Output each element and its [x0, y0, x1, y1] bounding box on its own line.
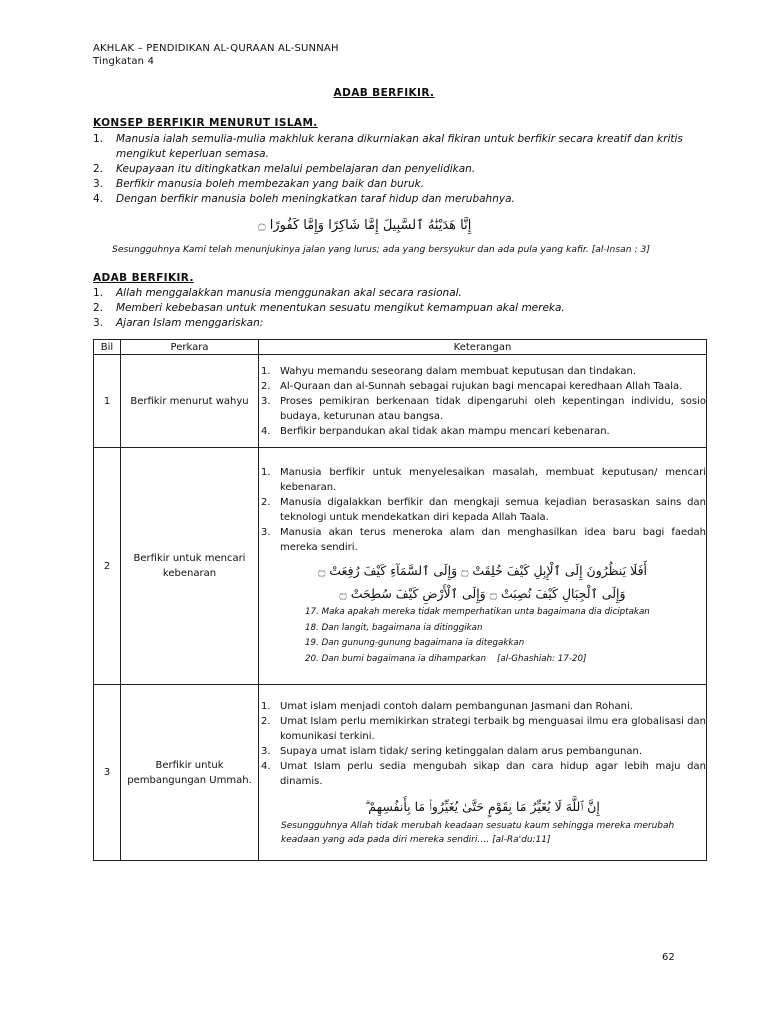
adab-table — [93, 339, 707, 861]
item-text: Ajaran Islam menggariskan: — [116, 317, 264, 329]
item-number: 3. — [261, 395, 271, 407]
item-number: 1. — [261, 365, 271, 377]
list-item — [93, 192, 703, 207]
adab-list — [93, 286, 703, 331]
item-text: Allah menggalakkan manusia menggunakan akal secara rasional. — [116, 287, 462, 299]
item-text: Supaya umat islam tidak/ sering ketinggalan dalam arus pembangunan. — [280, 745, 642, 757]
table-row — [94, 685, 707, 861]
quran-verse-line: وَإِلَى ٱلْجِبَالِ كَيْفَ نُصِبَتْ ۝ وَإِلَى ٱلْأَرْضِ كَيْفَ سُطِحَتْ ۝ — [339, 586, 626, 601]
list-item — [259, 364, 706, 379]
item-number: 3. — [93, 178, 104, 190]
page-header — [93, 42, 339, 68]
list-item — [93, 177, 703, 192]
description-list — [259, 699, 706, 789]
adab-heading: ADAB BERFIKIR. — [93, 272, 194, 284]
translation-line: 18. Dan langit, bagaimana ia ditinggikan — [305, 622, 483, 633]
list-item — [259, 744, 706, 759]
item-number: 1. — [93, 133, 104, 145]
translation-line: 19. Dan gunung-gunung bagaimana ia ditegakkan — [305, 638, 525, 648]
verse-translation-rad: Sesungguhnya Allah tidak merubah keadaan sesuatu kaum sehingga mereka merubah keadaan yang ada pada diri mereka sendiri…. [al-Ra'du:11] — [281, 820, 675, 845]
item-number: 1. — [261, 467, 271, 478]
column-header-perkara: Perkara — [121, 340, 259, 355]
quran-verse-rad: إِنَّ ٱللَّهَ لَا يُغَيِّرُ مَا بِقَوْمٍ حَتَّىٰ يُغَيِّرُوا۟ مَا بِأَنفُسِهِمْ ۗ — [365, 798, 600, 814]
quran-verse-line: أَفَلَا يَنظُرُونَ إِلَى ٱلْإِبِلِ كَيْفَ خُلِقَتْ ۝ وَإِلَى ٱلسَّمَآءِ كَيْفَ رُفِعَتْ ۝ — [317, 563, 648, 578]
item-number: 2. — [261, 715, 271, 727]
list-item — [93, 286, 703, 301]
item-number: 4. — [261, 760, 271, 772]
list-item — [259, 495, 706, 525]
item-text: Al-Quraan dan al-Sunnah sebagai rujukan bagi mencapai keredhaan Allah Taala. — [280, 380, 683, 392]
item-number: 4. — [261, 425, 271, 437]
list-item — [259, 394, 706, 424]
item-text: Umat Islam perlu sedia mengubah sikap dan cara hidup agar lebih maju dan dinamis. — [280, 760, 706, 787]
translation-line: 17. Maka apakah mereka tidak memperhatikan unta bagaimana dia diciptakan — [305, 607, 650, 617]
item-text: Manusia berfikir untuk menyelesaikan masalah, membuat keputusan/ mencari kebenaran. — [280, 467, 706, 493]
konsep-heading: KONSEP BERFIKIR MENURUT ISLAM. — [93, 117, 318, 129]
quran-verse-insan: إِنَّا هَدَيْنَٰهُ ٱلسَّبِيلَ إِمَّا شَاكِرًا وَإِمَّا كَفُورًا ۝ — [258, 218, 472, 233]
row-description — [259, 448, 707, 685]
table-row — [94, 448, 707, 685]
item-text: Berfikir berpandukan akal tidak akan mampu mencari kebenaran. — [280, 425, 610, 437]
list-item — [93, 132, 703, 162]
list-item — [259, 714, 706, 744]
item-text: Keupayaan itu ditingkatkan melalui pembelajaran dan penyelidikan. — [116, 163, 476, 175]
list-item — [259, 759, 706, 789]
list-item — [259, 699, 706, 714]
row-description — [259, 685, 707, 861]
row-number: 3 — [94, 685, 121, 861]
item-number: 1. — [93, 287, 104, 299]
item-text: Memberi kebebasan untuk menentukan sesuatu mengikut kemampuan akal mereka. — [116, 302, 565, 314]
item-number: 1. — [261, 700, 271, 712]
row-number: 2 — [94, 448, 121, 685]
item-number: 2. — [261, 497, 271, 508]
item-number: 3. — [261, 527, 271, 538]
item-text: Manusia digalakkan berfikir dan mengkaji semua kejadian berasaskan sains dan teknologi untuk mendekatkan diri kepada Allah Taala. — [280, 497, 706, 523]
list-item — [93, 316, 703, 331]
row-topic: Berfikir untuk pembangungan Ummah. — [121, 685, 259, 861]
header-subject: AKHLAK – PENDIDIKAN AL-QURAAN AL-SUNNAH — [93, 43, 339, 54]
item-number: 3. — [261, 745, 271, 757]
row-topic: Berfikir untuk mencari kebenaran — [121, 448, 259, 685]
list-item — [259, 465, 706, 495]
page-number: 62 — [662, 952, 675, 963]
item-number: 2. — [93, 302, 104, 314]
translation-line: 20. Dan bumi bagaimana ia dihamparkan [al-Ghashiah: 17-20] — [305, 653, 587, 664]
list-item — [93, 301, 703, 316]
item-text: Manusia akan terus meneroka alam dan menghasilkan idea baru bagi faedah mereka sendiri. — [280, 527, 706, 553]
header-form: Tingkatan 4 — [93, 56, 155, 67]
row-topic: Berfikir menurut wahyu — [121, 355, 259, 448]
row-number: 1 — [94, 355, 121, 448]
item-text: Dengan berfikir manusia boleh meningkatkan taraf hidup dan merubahnya. — [116, 193, 515, 205]
konsep-list — [93, 132, 703, 207]
quran-verse-ghashiah — [259, 559, 706, 605]
item-text: Berfikir manusia boleh membezakan yang baik dan buruk. — [116, 178, 425, 190]
description-list — [259, 465, 706, 555]
table-row — [94, 355, 707, 448]
page-title: ADAB BERFIKIR. — [333, 87, 435, 99]
item-text: Umat islam menjadi contoh dalam pembangunan Jasmani dan Rohani. — [280, 700, 633, 712]
item-text: Proses pemikiran berkenaan tidak dipengaruhi oleh kepentingan individu, sosio budaya, keturunan atau bangsa. — [280, 395, 706, 422]
description-list — [259, 364, 706, 439]
list-item — [93, 162, 703, 177]
list-item — [259, 379, 706, 394]
column-header-keterangan: Keterangan — [259, 340, 707, 355]
item-number: 2. — [261, 380, 271, 392]
row-description — [259, 355, 707, 448]
verse-translation-ghashiah — [259, 605, 706, 667]
item-text: Wahyu memandu seseorang dalam membuat keputusan dan tindakan. — [280, 365, 637, 377]
item-number: 3. — [93, 317, 104, 329]
item-number: 2. — [93, 163, 104, 175]
list-item — [259, 424, 706, 439]
list-item — [259, 525, 706, 555]
table-header-row — [94, 340, 707, 355]
verse-translation-insan: Sesungguhnya Kami telah menunjukinya jalan yang lurus; ada yang bersyukur dan ada pula yang kafir. [al-Insan : 3] — [112, 244, 650, 255]
item-text: Umat Islam perlu memikirkan strategi terbaik bg menguasai ilmu era globalisasi dan komunikasi terkini. — [280, 715, 706, 742]
item-number: 4. — [93, 193, 104, 205]
column-header-bil: Bil — [94, 340, 121, 355]
item-text: Manusia ialah semulia-mulia makhluk kerana dikurniakan akal fikiran untuk berfikir secara kreatif dan kritis mengikut keperluan semasa. — [116, 133, 683, 160]
